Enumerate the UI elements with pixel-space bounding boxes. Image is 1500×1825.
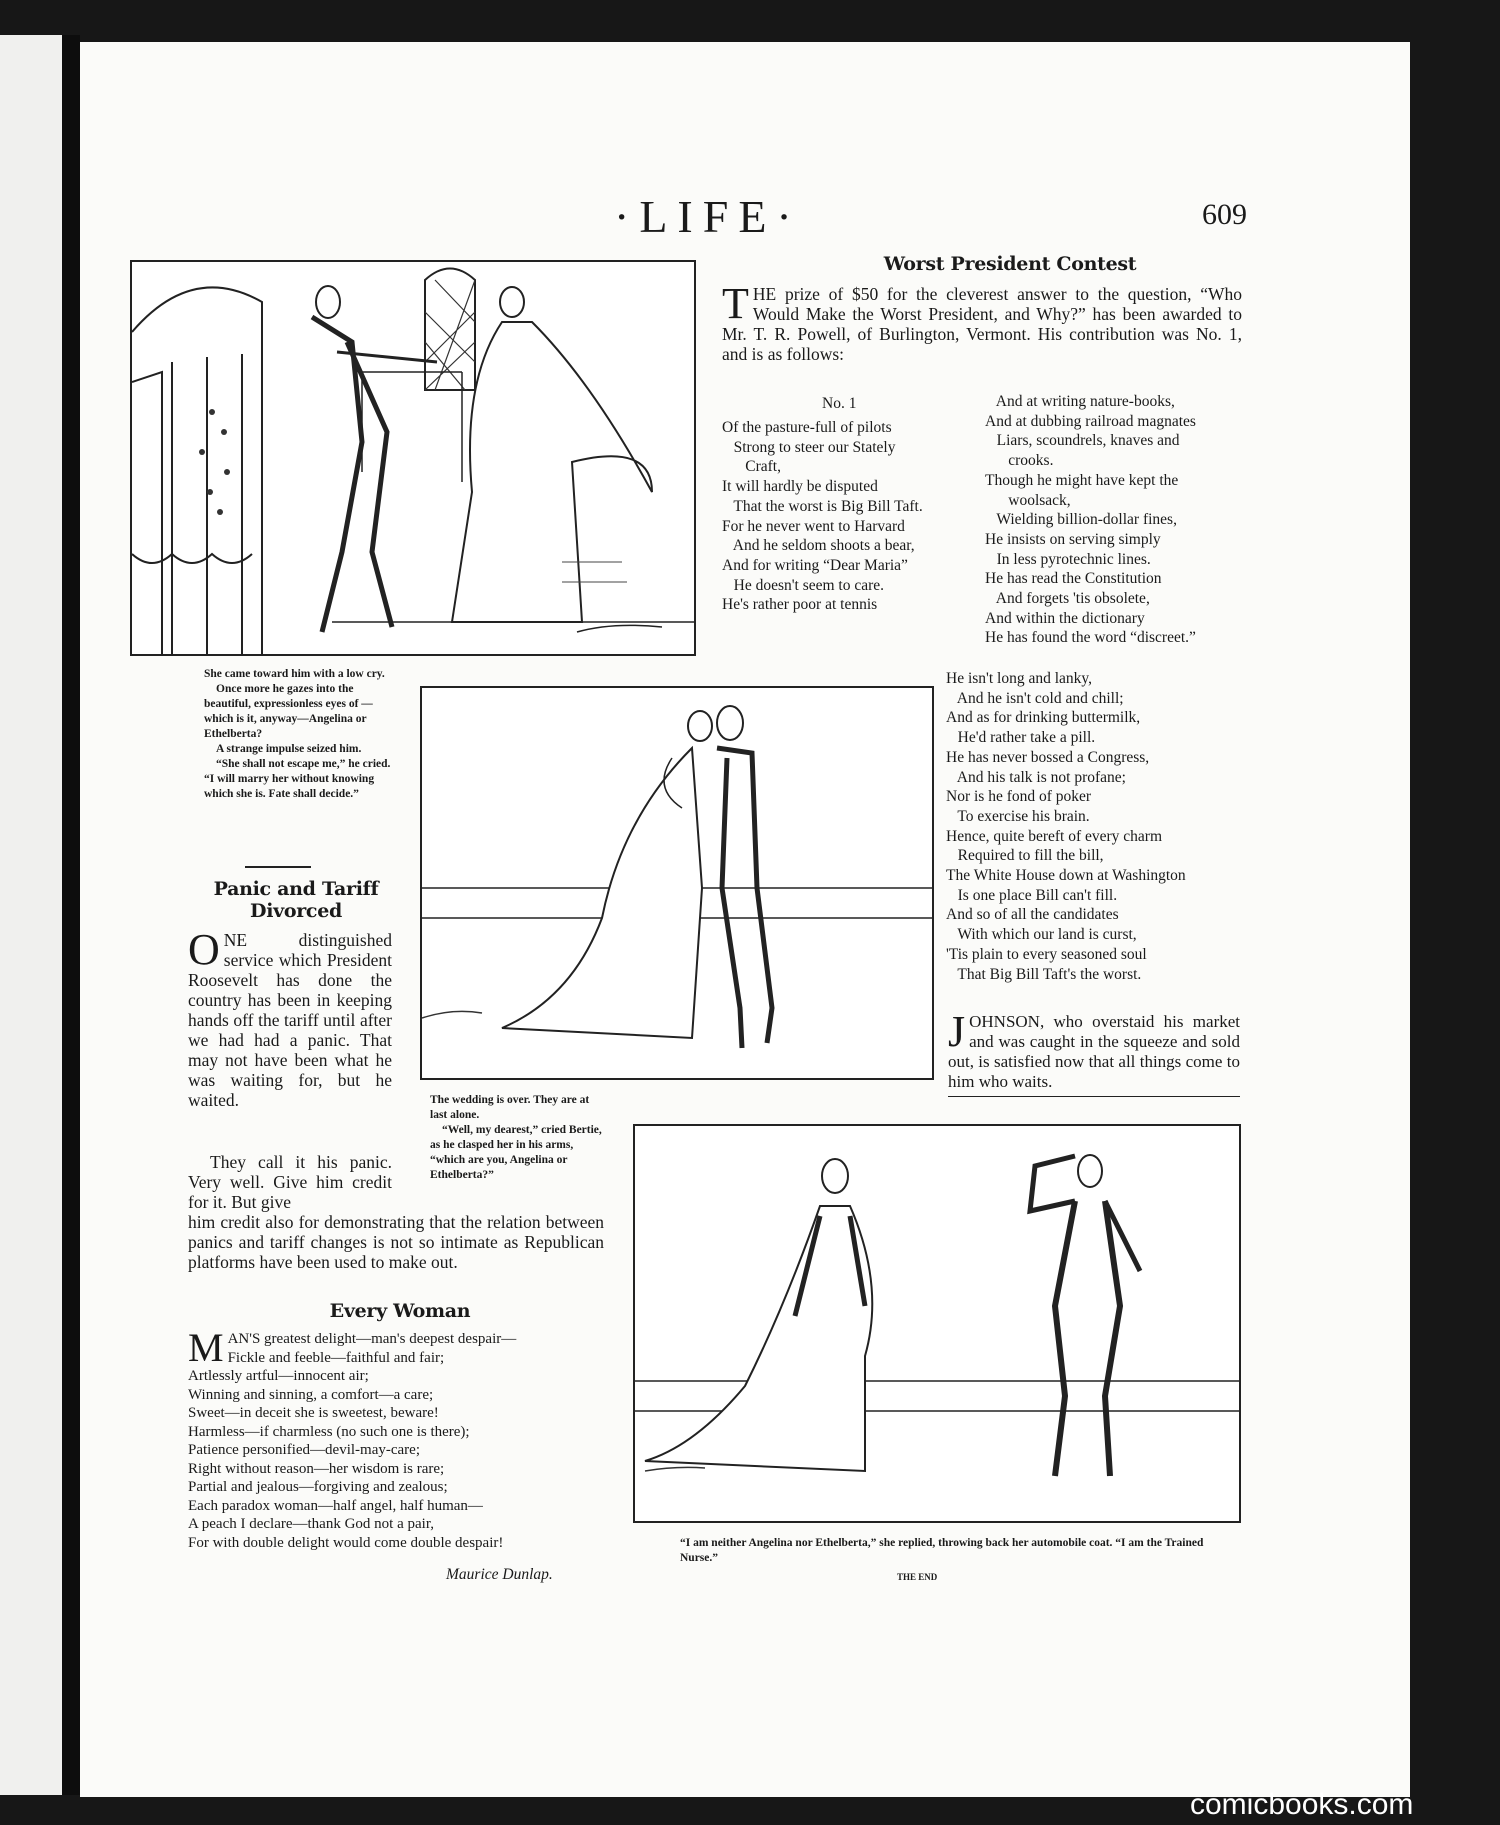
trained-nurse-drawing	[635, 1126, 1239, 1521]
drop-cap-o: O	[188, 925, 220, 974]
verse-line: 'Tis plain to every seasoned soul	[946, 945, 1147, 963]
stanza-column-3	[946, 669, 1246, 984]
verse-line: He has read the Constitution	[985, 570, 1162, 588]
poem-line: Right without reason—her wisdom is rare;	[188, 1460, 445, 1477]
poem-line: For with double delight would come double despair!	[188, 1534, 504, 1551]
poem-line: A peach I declare—thank God not a pair,	[188, 1516, 434, 1532]
worst-president-intro	[722, 279, 1242, 364]
verse-line: And for writing “Dear Maria”	[722, 556, 908, 574]
poem-line: Harmless—if charmless (no such one is there);	[188, 1423, 470, 1440]
verse-line: Craft,	[722, 458, 781, 476]
poem-line: Each paradox woman—half angel, half human—	[188, 1497, 483, 1514]
verse-line: Nor is he fond of poker	[946, 788, 1092, 806]
the-end-label: THE END	[897, 1572, 938, 1582]
illustration-wedding	[420, 686, 934, 1080]
caption-paragraph: She came toward him with a low cry.	[204, 668, 385, 680]
verse-line: Wielding billion-dollar fines,	[985, 511, 1177, 529]
verse-line: And he isn't cold and chill;	[946, 689, 1124, 707]
verse-line: Required to fill the bill,	[946, 847, 1104, 865]
verse-line: He insists on serving simply	[985, 530, 1161, 548]
every-woman-title: Every Woman	[329, 1300, 471, 1322]
verse-line: Though he might have kept the	[985, 471, 1179, 489]
poem-first-line: AN'S greatest delight—man's deepest despair—	[227, 1331, 517, 1347]
verse-line: To exercise his brain.	[946, 807, 1090, 825]
poem-line: Fickle and feeble—faithful and fair;	[227, 1349, 445, 1366]
every-woman-poem	[188, 1325, 618, 1552]
verse-line: Of the pasture-full of pilots	[722, 419, 892, 436]
stanza-column-1	[722, 418, 977, 615]
page-number: 609	[1202, 198, 1247, 231]
verse-line: And so of all the candidates	[946, 906, 1119, 924]
intro-text: HE prize of $50 for the cleverest answer to the question, “Who Would Make the Worst President, and Why?” has been awarded to Mr. T. R. Powell, of Burlington, Vermont. His contribution was No. 1, and is as follows:	[722, 284, 1242, 364]
verse-line: Hence, quite bereft of every charm	[946, 827, 1163, 845]
verse-line: He'd rather take a pill.	[946, 729, 1096, 747]
verse-line: The White House down at Washington	[946, 867, 1186, 885]
poem-line: Patience personified—devil-may-care;	[188, 1442, 420, 1458]
poem-line: Sweet—in deceit she is sweetest, beware!	[188, 1405, 439, 1421]
caption-paragraph: “Well, my dearest,” cried Bertie, as he clasped her in his arms, “which are you, Angelina or Ethelberta?”	[430, 1124, 602, 1181]
caption-paragraph: A strange impulse seized him.	[216, 743, 362, 755]
entry-label: No. 1	[822, 395, 857, 412]
illustration-proposal	[130, 260, 696, 656]
verse-line: And at dubbing railroad magnates	[985, 412, 1196, 430]
verse-line: It will hardly be disputed	[722, 478, 878, 496]
verse-line: And at writing nature-books,	[985, 393, 1175, 410]
masthead: ·LIFE·	[614, 191, 802, 242]
facing-page-edge	[0, 35, 62, 1795]
verse-line: And his talk is not profane;	[946, 768, 1126, 786]
drop-cap-t: T	[722, 279, 749, 328]
stanza-column-2	[985, 392, 1245, 648]
verse-line: Is one place Bill can't fill.	[946, 886, 1118, 904]
caption-wedding	[430, 1093, 602, 1183]
verse-line: woolsack,	[985, 491, 1071, 509]
verse-line: With which our land is curst,	[946, 926, 1137, 944]
panic-para-2-end: him credit also for demonstrating that the relation between panics and tariff changes is not so intimate as Republican platforms have been used to make out.	[188, 1212, 604, 1272]
verse-line: For he never went to Harvard	[722, 517, 905, 535]
verse-line: crooks.	[985, 452, 1054, 470]
book-spine	[62, 35, 80, 1795]
caption-paragraph: The wedding is over. They are at last alone.	[430, 1094, 590, 1121]
poem-lines	[188, 1349, 618, 1553]
caption-paragraph: “She shall not escape me,” he cried. “I will marry her without knowing which she is. Fate shall decide.”	[204, 758, 391, 800]
verse-line: He isn't long and lanky,	[946, 670, 1093, 687]
drop-cap-m: M	[188, 1325, 224, 1370]
caption-trained-nurse: “I am neither Angelina nor Ethelberta,” she replied, throwing back her automobile coat. “I am the Trained Nurse.”	[680, 1537, 1204, 1564]
verse-line: And as for drinking buttermilk,	[946, 709, 1141, 727]
verse-line: He's rather poor at tennis	[722, 596, 878, 614]
verse-line: And he seldom shoots a bear,	[722, 537, 915, 555]
panic-title: Panic and Tariff Divorced	[213, 878, 379, 922]
poem-line: Winning and sinning, a comfort—a care;	[188, 1386, 434, 1403]
wedding-drawing	[422, 688, 932, 1078]
verse-line: That the worst is Big Bill Taft.	[722, 497, 923, 515]
verse-line: Strong to steer our Stately	[722, 438, 896, 456]
panic-para-2-start: They call it his panic. Very well. Give him credit for it. But give	[188, 1152, 392, 1212]
illustration-trained-nurse	[633, 1124, 1241, 1523]
worst-president-title: Worst President Contest	[883, 253, 1137, 275]
panic-para-1	[188, 925, 392, 1110]
verse-line: And within the dictionary	[985, 609, 1145, 627]
drop-cap-j: J	[948, 1007, 966, 1056]
poem-author: Maurice Dunlap.	[446, 1566, 553, 1583]
caption-paragraph: Once more he gazes into the beautiful, expressionless eyes of —which is it, anyway—Angelina or Ethelberta?	[204, 683, 373, 740]
johnson-paragraph	[948, 1007, 1240, 1092]
verse-line: In less pyrotechnic lines.	[985, 550, 1151, 568]
verse-line: He has found the word “discreet.”	[985, 629, 1196, 647]
verse-line: He doesn't seem to care.	[722, 576, 885, 594]
proposal-drawing	[132, 262, 694, 654]
verse-line: He has never bossed a Congress,	[946, 748, 1150, 766]
section-divider	[245, 866, 311, 868]
johnson-text: OHNSON, who overstaid his market and was caught in the squeeze and sold out, is satisfied now that all things come to him who waits.	[948, 1012, 1240, 1091]
verse-line: That Big Bill Taft's the worst.	[946, 965, 1142, 983]
poem-line: Partial and jealous—forgiving and zealous;	[188, 1479, 448, 1495]
poem-line: Artlessly artful—innocent air;	[188, 1368, 369, 1384]
caption-proposal	[204, 667, 392, 802]
verse-line: Liars, scoundrels, knaves and	[985, 432, 1180, 450]
verse-line: And forgets 'tis obsolete,	[985, 590, 1150, 608]
johnson-rule	[948, 1096, 1240, 1097]
watermark: comicbooks.com	[1190, 1788, 1414, 1821]
panic-para-1-text: NE distinguished service which President Roosevelt has done the country has been in keeping hands off the tariff until after we had had a panic. That may not have been what he was waiting for, but he waited.	[188, 930, 392, 1110]
